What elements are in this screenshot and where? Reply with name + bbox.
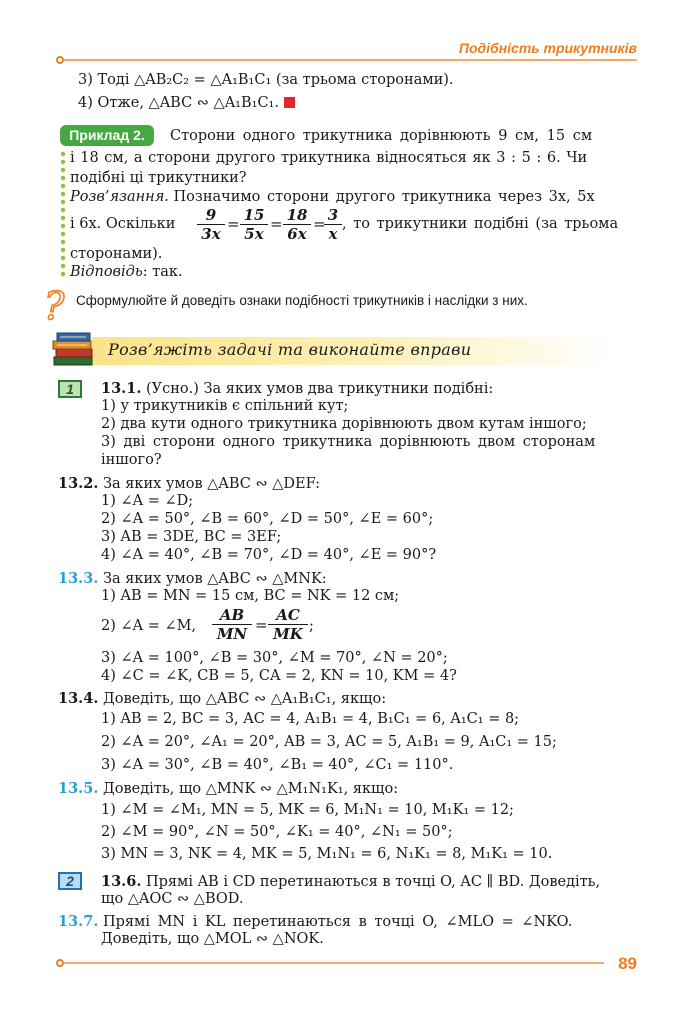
footer-rule-dot <box>56 959 64 967</box>
end-of-proof-square-icon <box>284 97 295 108</box>
problem-13-1-item: іншого? <box>101 452 162 468</box>
fraction-18-over-6x: $\frac{18}{6x}$ <box>283 206 311 243</box>
problem-13-6-line2: що △AOC ∾ △BOD. <box>101 891 244 907</box>
problem-13-1-item: 3) дві сторони одного трикутника дорівнюють двом сторонам <box>101 434 596 450</box>
problem-13-1: 13.1. (Усно.) За яких умов два трикутники подібні: <box>101 380 494 397</box>
fraction-9-over-3x: $\frac{9}{3x}$ <box>197 206 225 243</box>
fraction-15-over-5x: $\frac{15}{5x}$ <box>240 206 268 243</box>
problem-13-5-item: 1) ∠M = ∠M₁, MN = 5, MK = 6, M₁N₁ = 10, M₁K₁ = 12; <box>101 802 514 818</box>
problem-13-1-item: 2) два кути одного трикутника дорівнюють двом кутам іншого; <box>101 416 587 432</box>
footer-rule <box>64 962 604 964</box>
proof-step-3: 3) Тоді △AB₂C₂ = △A₁B₁C₁ (за трьома сторонами). <box>78 72 454 88</box>
svg-text:?: ? <box>44 285 65 325</box>
review-question: Сформулюйте й доведіть ознаки подібності трикутників і наслідки з них. <box>76 293 528 308</box>
problem-13-2: 13.2. За яких умов △ABC ∾ △DEF: <box>58 475 321 492</box>
fraction-3-over-x: $\frac{3}{x}$ <box>324 206 342 243</box>
equals-sign: = <box>227 215 240 233</box>
example-badge: Приклад 2. <box>60 125 154 146</box>
problem-13-6: 13.6. Прямі AB і CD перетинаються в точці O, AC ∥ BD. Доведіть, <box>101 873 601 890</box>
example-problem-line2: і 18 см, а сторони другого трикутника відносяться як 3 : 5 : 6. Чи <box>70 150 588 166</box>
problem-13-3-item: 4) ∠C = ∠K, CB = 5, CA = 2, KN = 10, KM = 4? <box>101 668 457 684</box>
problem-13-5-item: 3) MN = 3, NK = 4, MK = 5, M₁N₁ = 6, N₁K₁ = 8, M₁K₁ = 10. <box>101 846 553 862</box>
problem-13-2-item: 1) ∠A = ∠D; <box>101 493 194 509</box>
equals-sign: = <box>255 616 268 634</box>
example-answer: Відповідь: так. <box>70 264 183 280</box>
equals-sign: = <box>313 215 326 233</box>
problem-13-3-item2: 2) ∠A = ∠M, <box>101 618 197 634</box>
page-number: 89 <box>618 954 637 973</box>
fraction-ac-over-mk: $\frac{AC}{MK}$ <box>268 606 308 643</box>
solution-label: Розв’язання. <box>70 189 169 205</box>
problem-13-3: 13.3. За яких умов △ABC ∾ △MNK: <box>58 570 327 587</box>
section-title: Розв’яжіть задачі та виконайте вправи <box>108 340 472 359</box>
example-solution-line1: Розв’язання. Позначимо сторони другого трикутника через 3x, 5x <box>70 189 595 205</box>
problem-13-4: 13.4. Доведіть, що △ABC ∾ △A₁B₁C₁, якщо: <box>58 690 387 707</box>
example-dotted-margin <box>60 150 66 278</box>
header-rule-dot <box>56 56 64 64</box>
fraction-ab-over-mn: $\frac{AB}{MN}$ <box>212 606 252 643</box>
problem-13-2-item: 2) ∠A = 50°, ∠B = 60°, ∠D = 50°, ∠E = 60°; <box>101 511 434 527</box>
problem-13-3-item: 1) AB = MN = 15 см, BC = NK = 12 см; <box>101 588 400 604</box>
problem-13-5-item: 2) ∠M = 90°, ∠N = 50°, ∠K₁ = 40°, ∠N₁ = 50°; <box>101 824 453 840</box>
problem-13-5: 13.5. Доведіть, що △MNK ∾ △M₁N₁K₁, якщо: <box>58 780 399 797</box>
equals-sign: = <box>270 215 283 233</box>
header-rule <box>64 59 637 61</box>
question-mark-icon <box>42 285 68 325</box>
example-problem-line3: подібні ці трикутники? <box>70 170 247 186</box>
problem-13-7: 13.7. Прямі MN і KL перетинаються в точці O, ∠MLO = ∠NKO. <box>58 913 573 930</box>
books-icon <box>52 328 96 368</box>
problem-13-4-item: 3) ∠A = 30°, ∠B = 40°, ∠B₁ = 40°, ∠C₁ = 110°. <box>101 757 454 773</box>
problem-13-4-item: 1) AB = 2, BC = 3, AC = 4, A₁B₁ = 4, B₁C₁ = 6, A₁C₁ = 8; <box>101 711 520 727</box>
problem-13-7-line2: Доведіть, що △MOL ∾ △NOK. <box>101 931 324 947</box>
proof-step-4: 4) Отже, △ABC ∾ △A₁B₁C₁. <box>78 95 295 112</box>
level-1-icon: 1 <box>58 380 82 398</box>
problem-13-2-item: 4) ∠A = 40°, ∠B = 70°, ∠D = 40°, ∠E = 90°? <box>101 547 437 563</box>
example-solution-line2-a: і 6x. Оскільки <box>70 216 176 232</box>
level-2-icon: 2 <box>58 872 82 890</box>
example-problem-line1: Сторони одного трикутника дорівнюють 9 см, 15 см <box>170 128 593 144</box>
problem-13-4-item: 2) ∠A = 20°, ∠A₁ = 20°, AB = 3, AC = 5, A₁B₁ = 9, A₁C₁ = 15; <box>101 734 557 750</box>
problem-13-1-item: 1) у трикутників є спільний кут; <box>101 398 349 414</box>
problem-13-2-item: 3) AB = 3DE, BC = 3EF; <box>101 529 282 545</box>
problem-13-3-item2-end: ; <box>309 618 314 634</box>
running-title: Подібність трикутників <box>458 40 637 56</box>
problem-13-3-item: 3) ∠A = 100°, ∠B = 30°, ∠M = 70°, ∠N = 20°; <box>101 650 448 666</box>
example-solution-line3: сторонами). <box>70 246 163 262</box>
example-solution-line2-b: , то трикутники подібні (за трьома <box>342 216 619 232</box>
